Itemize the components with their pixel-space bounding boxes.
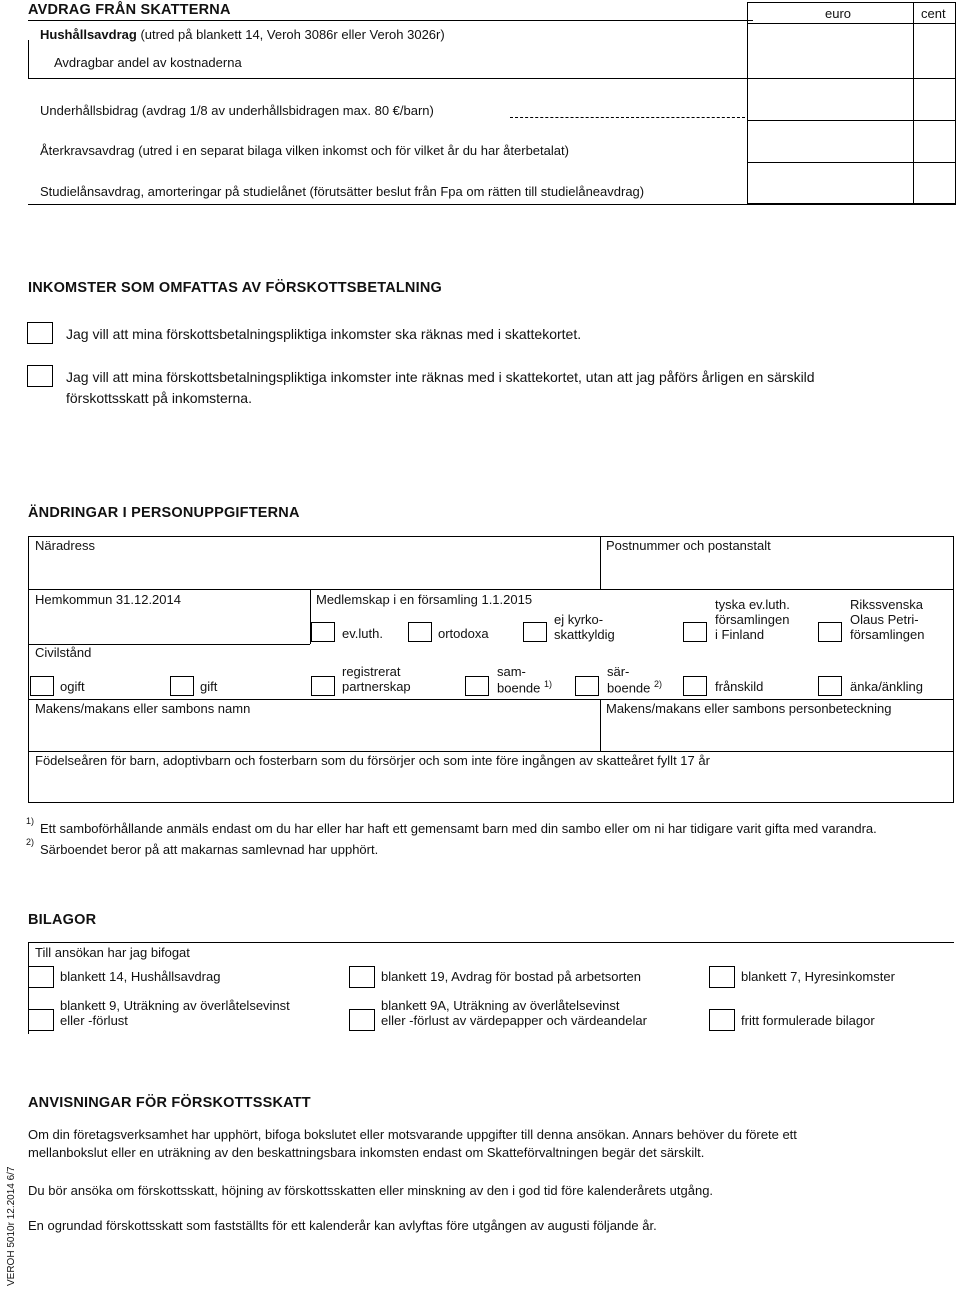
ortodoxa-label: ortodoxa [438,626,489,641]
form19-checkbox[interactable] [349,966,375,988]
attachments-title: BILAGOR [28,912,97,928]
euro-header: euro [825,6,852,21]
form19-label: blankett 19, Avdrag för bostad på arbetsorten [381,969,641,984]
include-incomes-label: Jag vill att mina förskottsbetalningspliktiga inkomster ska räknas med i skattekortet. [66,326,582,342]
form7-label: blankett 7, Hyresinkomster [741,969,895,984]
ev-luth-label: ev.luth. [342,626,383,641]
instructions-title: ANVISNINGAR FÖR FÖRSKOTTSSKATT [28,1095,311,1111]
recovery-euro-input[interactable] [748,121,912,161]
attachments-intro: Till ansökan har jag bifogat [35,945,190,960]
study-loan-deduction-label: Studielånsavdrag, amorteringar på studielånet (förutsätter beslut från Fpa om rätten till studielåneavdrag) [40,184,645,199]
spouse-name-field[interactable] [30,718,598,750]
free-attachments-checkbox[interactable] [709,1009,735,1031]
free-attachments-label: fritt formulerade bilagor [741,1013,875,1028]
deductions-title: AVDRAG FRÅN SKATTERNA [28,2,231,18]
children-birth-years-label: Födelseåren för barn, adoptivbarn och fosterbarn som du försörjer och som inte före ingången av skatteåret fyllt 17 år [35,753,710,768]
german-parish-label-3: i Finland [715,627,765,642]
household-deduction-label: Hushållsavdrag (utred på blankett 14, Veroh 3086r eller Veroh 3026r) [40,27,445,42]
exclude-incomes-label-1: Jag vill att mina förskottsbetalningspliktiga inkomster inte räknas med i skattekortet, utan att jag påförs årligen en särskild [66,369,815,385]
spouse-id-field[interactable] [603,718,951,750]
olaus-petri-label-1: Rikssvenska [850,597,923,612]
unmarried-label: ogift [60,679,85,694]
footnote-1: Ett samboförhållande anmäls endast om du har eller har haft ett gemensamt barn med din sambo eller om ni har tidigare varit gifta med varandra. [40,821,877,836]
form7-checkbox[interactable] [709,966,735,988]
form9-checkbox[interactable] [28,1009,54,1031]
footnote-2: Särboendet beror på att makarnas samlevnad har upphört. [40,842,379,857]
postal-field[interactable] [603,555,951,587]
partnership-checkbox[interactable] [311,676,335,696]
children-birth-years-field[interactable] [30,770,951,802]
form9a-label-1: blankett 9A, Uträkning av överlåtelsevinst [381,998,620,1013]
divorced-label: frånskild [715,679,764,694]
unmarried-checkbox[interactable] [30,676,54,696]
form14-label: blankett 14, Hushållsavdrag [60,969,221,984]
instructions-p2: Du bör ansöka om förskottsskatt, höjning av förskottsskatten eller minskning av den i god tid före kalenderårets utgång. [28,1183,714,1198]
incomes-title: INKOMSTER SOM OMFATTAS AV FÖRSKOTTSBETALNING [28,280,442,296]
form9a-checkbox[interactable] [349,1009,375,1031]
studyloan-euro-input[interactable] [748,163,912,203]
german-parish-label-1: tyska ev.luth. [715,597,790,612]
widowed-checkbox[interactable] [818,676,842,696]
maintenance-euro-input[interactable] [748,79,912,119]
include-incomes-checkbox[interactable] [27,322,53,344]
exclude-incomes-label-2: förskottsskatt på inkomsterna. [66,390,252,406]
separated-checkbox[interactable] [575,676,599,696]
form9a-label-2: eller -förlust av värdepapper och värdeandelar [381,1013,647,1028]
partnership-label-1: registrerat [342,664,401,679]
personal-title: ÄNDRINGAR I PERSONUPPGIFTERNA [28,505,300,521]
footnote-2-mark: 2) [26,837,35,847]
separated-label-2: boende $^{2)}$ [607,679,663,696]
divorced-checkbox[interactable] [683,676,707,696]
form-code: VEROH 5010r 12.2014 6/7 [6,1166,17,1286]
postal-label: Postnummer och postanstalt [606,538,771,553]
instructions-p1-line1: Om din företagsverksamhet har upphört, bifoga bokslutet eller motsvarande uppgifter till denna ansökan. Annars behöver du förete ett [28,1127,797,1142]
marital-status-label: Civilstånd [35,645,92,660]
cohabiting-label-1: sam- [497,664,526,679]
form9-label-1: blankett 9, Uträkning av överlåtelsevinst [60,998,290,1013]
maintenance-deduction-label: Underhållsbidrag (avdrag 1/8 av underhållsbidragen max. 80 €/barn) [40,103,434,118]
home-municipality-label: Hemkommun 31.12.2014 [35,592,181,607]
instructions-p3: En ogrundad förskottsskatt som fastställts för ett kalenderår kan avlyftas före utgången av augusti följande år. [28,1218,657,1233]
cohabiting-label-2: boende $^{1)}$ [497,679,553,696]
recovery-deduction-label: Återkravsavdrag (utred i en separat bilaga vilken inkomst och för vilket år du har återbetalat) [40,143,569,158]
ev-luth-checkbox[interactable] [311,622,335,642]
exclude-incomes-checkbox[interactable] [27,365,53,387]
olaus-petri-label-3: församlingen [850,627,925,642]
no-church-label-2: skattkyldig [554,627,615,642]
olaus-petri-checkbox[interactable] [818,622,842,642]
german-parish-checkbox[interactable] [683,622,707,642]
footnote-1-mark: 1) [26,816,35,826]
married-label: gift [200,679,218,694]
widowed-label: änka/änkling [850,679,923,694]
spouse-name-label: Makens/makans eller sambons namn [35,701,251,716]
married-checkbox[interactable] [170,676,194,696]
separated-label-1: sär- [607,664,630,679]
near-address-field[interactable] [30,555,598,587]
ortodoxa-checkbox[interactable] [408,622,432,642]
no-church-label-1: ej kyrko- [554,612,604,627]
form9-label-2: eller -förlust [60,1013,128,1028]
olaus-petri-label-2: Olaus Petri- [850,612,919,627]
near-address-label: Näradress [35,538,95,553]
membership-label: Medlemskap i en församling 1.1.2015 [316,592,533,607]
instructions-p1-line2: mellanbokslut eller en uträkning av den beskattningsbara inkomsten endast om Skatteförvaltningen begär det särskilt. [28,1145,705,1160]
cohabiting-checkbox[interactable] [465,676,489,696]
deductible-share-label: Avdragbar andel av kostnaderna [54,55,242,70]
no-church-checkbox[interactable] [523,622,547,642]
partnership-label-2: partnerskap [342,679,411,694]
german-parish-label-2: församlingen [715,612,790,627]
cent-header: cent [921,6,946,21]
form14-checkbox[interactable] [28,966,54,988]
spouse-id-label: Makens/makans eller sambons personbeteckning [606,701,892,716]
